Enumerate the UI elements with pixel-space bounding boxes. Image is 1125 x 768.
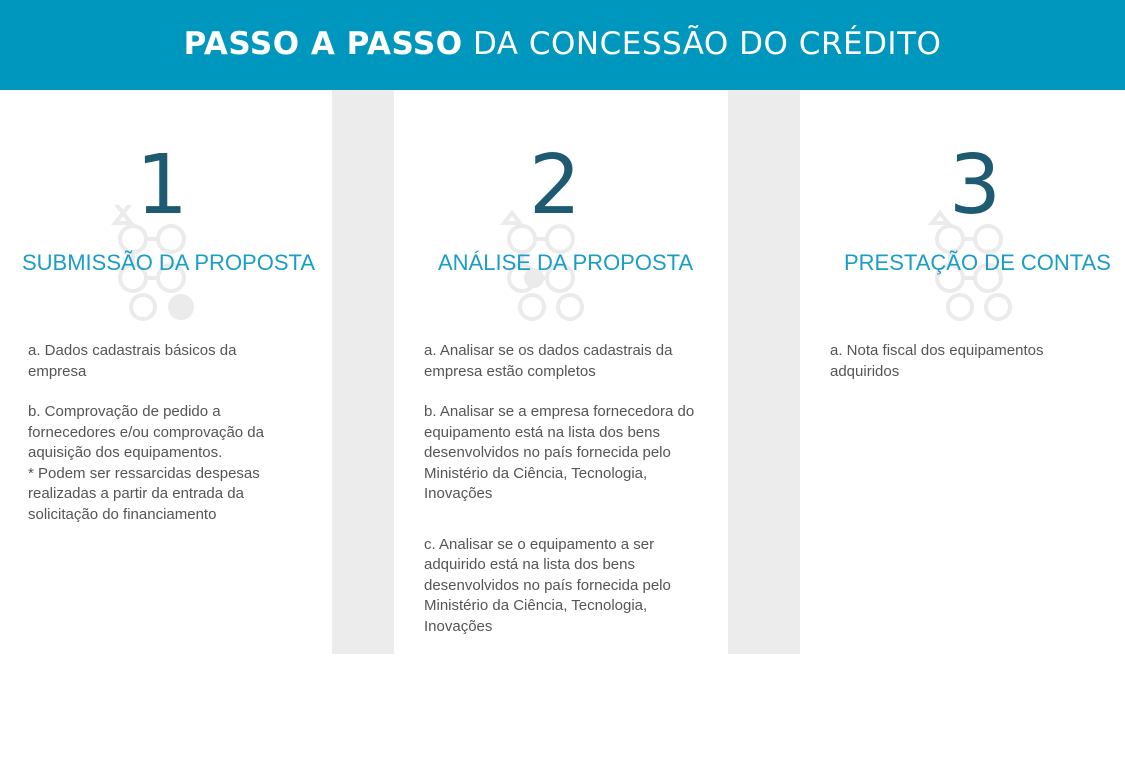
- list-item: a. Nota fiscal dos equipamentos adquiridos: [830, 342, 1044, 380]
- step-description: [830, 341, 1100, 382]
- header-banner: [0, 0, 1125, 90]
- step-number: 2: [528, 138, 582, 233]
- step-number: 1: [135, 138, 189, 233]
- step-title: ANÁLISE DA PROPOSTA: [438, 250, 694, 275]
- list-item: c. Analisar se o equipamento a ser adquirido está na lista dos bens desenvolvidos no país fornecida pelo Ministério da Ciência, Tecnologia, Inovações: [424, 535, 671, 635]
- list-item: * Podem ser ressarcidas despesas realizadas a partir da entrada da solicitação do financiamento: [28, 464, 260, 523]
- step-title: SUBMISSÃO DA PROPOSTA: [22, 250, 315, 275]
- step-number: 3: [948, 138, 1002, 233]
- page-title: [184, 26, 942, 62]
- list-item: b. Analisar se a empresa fornecedora do equipamento está na lista dos bens desenvolvidos no país fornecida pelo Ministério da Ciência, Tecnologia, Inovações: [424, 403, 695, 502]
- column-divider-1: [332, 90, 394, 654]
- list-item: a. Analisar se os dados cadastrais da empresa estão completos: [424, 342, 673, 380]
- page-title-rest: DA CONCESSÃO DO CRÉDITO: [472, 26, 942, 62]
- step-title: PRESTAÇÃO DE CONTAS: [844, 250, 1111, 275]
- list-item: b. Comprovação de pedido a fornecedores e/ou comprovação da aquisição dos equipamentos.: [28, 403, 264, 461]
- list-item: a. Dados cadastrais básicos da empresa: [28, 342, 237, 380]
- column-divider-2: [728, 90, 800, 654]
- page-title-bold: PASSO A PASSO: [183, 26, 463, 62]
- step-description: [424, 341, 714, 637]
- step-description: [28, 341, 298, 525]
